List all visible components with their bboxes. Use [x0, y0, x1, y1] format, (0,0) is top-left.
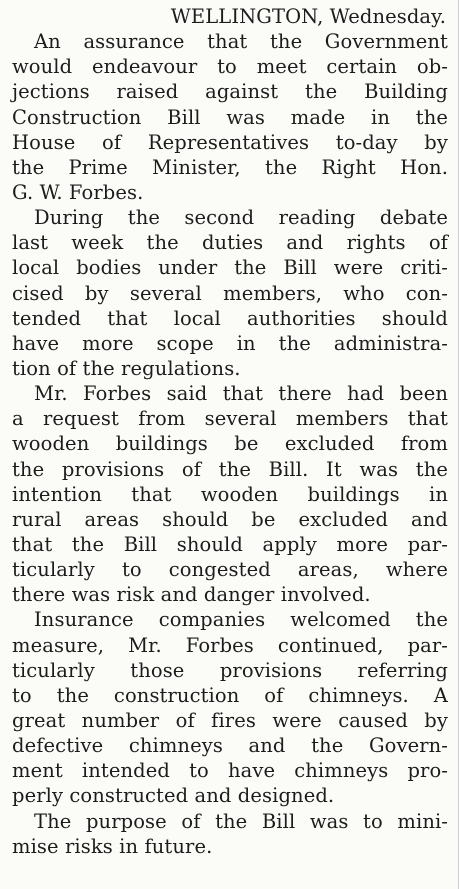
paragraph-line: wooden buildings be excluded from [12, 432, 448, 456]
paragraph-line: ticularly to congested areas, where [12, 558, 448, 582]
paragraph-line: a request from several members that [12, 407, 448, 431]
paragraph-line: cised by several members, who con- [12, 281, 448, 305]
paragraph-line: During the second reading debate [34, 206, 448, 230]
paragraph-5 [12, 809, 448, 859]
paragraph-line: tended that local authorities should [12, 306, 448, 330]
paragraph-line: Mr. Forbes said that there had been [34, 382, 448, 406]
paragraph-line: perly constructed and designed. [12, 784, 335, 808]
paragraph-line: An assurance that the Government [34, 30, 448, 54]
paragraph-line: have more scope in the administra- [12, 331, 448, 355]
paragraph-line: mise risks in future. [12, 834, 213, 858]
paragraph-line: G. W. Forbes. [12, 180, 144, 204]
paragraph-line: measure, Mr. Forbes continued, par- [12, 633, 448, 657]
paragraph-line: the provisions of the Bill. It was the [12, 457, 448, 481]
paragraph-line: intention that wooden buildings in [12, 482, 448, 506]
paragraph-line: rural areas should be excluded and [12, 507, 448, 531]
paragraph-line: ticularly those provisions referring [12, 658, 448, 682]
paragraph-line: Construction Bill was made in the [12, 105, 448, 129]
paragraph-line: The purpose of the Bill was to mini- [34, 809, 448, 833]
article-column [12, 4, 448, 859]
paragraph-3 [12, 381, 448, 607]
paragraph-line: ment intended to have chimneys pro- [12, 759, 448, 783]
paragraph-line: that the Bill should apply more par- [12, 532, 448, 556]
dateline: WELLINGTON, Wednesday. [170, 5, 446, 28]
paragraph-line: would endeavour to meet certain ob- [12, 55, 448, 79]
paragraph-line: to the construction of chimneys. A [12, 683, 448, 707]
paragraph-line: tion of the regulations. [12, 356, 241, 380]
paragraph-line: there was risk and danger involved. [12, 583, 371, 607]
paragraph-1 [12, 29, 448, 205]
paragraph-line: last week the duties and rights of [12, 231, 448, 255]
paragraph-2 [12, 205, 448, 381]
paragraph-line: the Prime Minister, the Right Hon. [12, 155, 448, 179]
paragraph-line: House of Representatives to-day by [12, 130, 448, 154]
paragraph-line: jections raised against the Building [12, 80, 448, 104]
paragraph-line: local bodies under the Bill were criti- [12, 256, 448, 280]
paragraph-line: defective chimneys and the Govern- [12, 734, 448, 758]
paragraph-line: Insurance companies welcomed the [34, 608, 448, 632]
paragraph-4 [12, 607, 448, 808]
paragraph-line: great number of fires were caused by [12, 708, 448, 732]
